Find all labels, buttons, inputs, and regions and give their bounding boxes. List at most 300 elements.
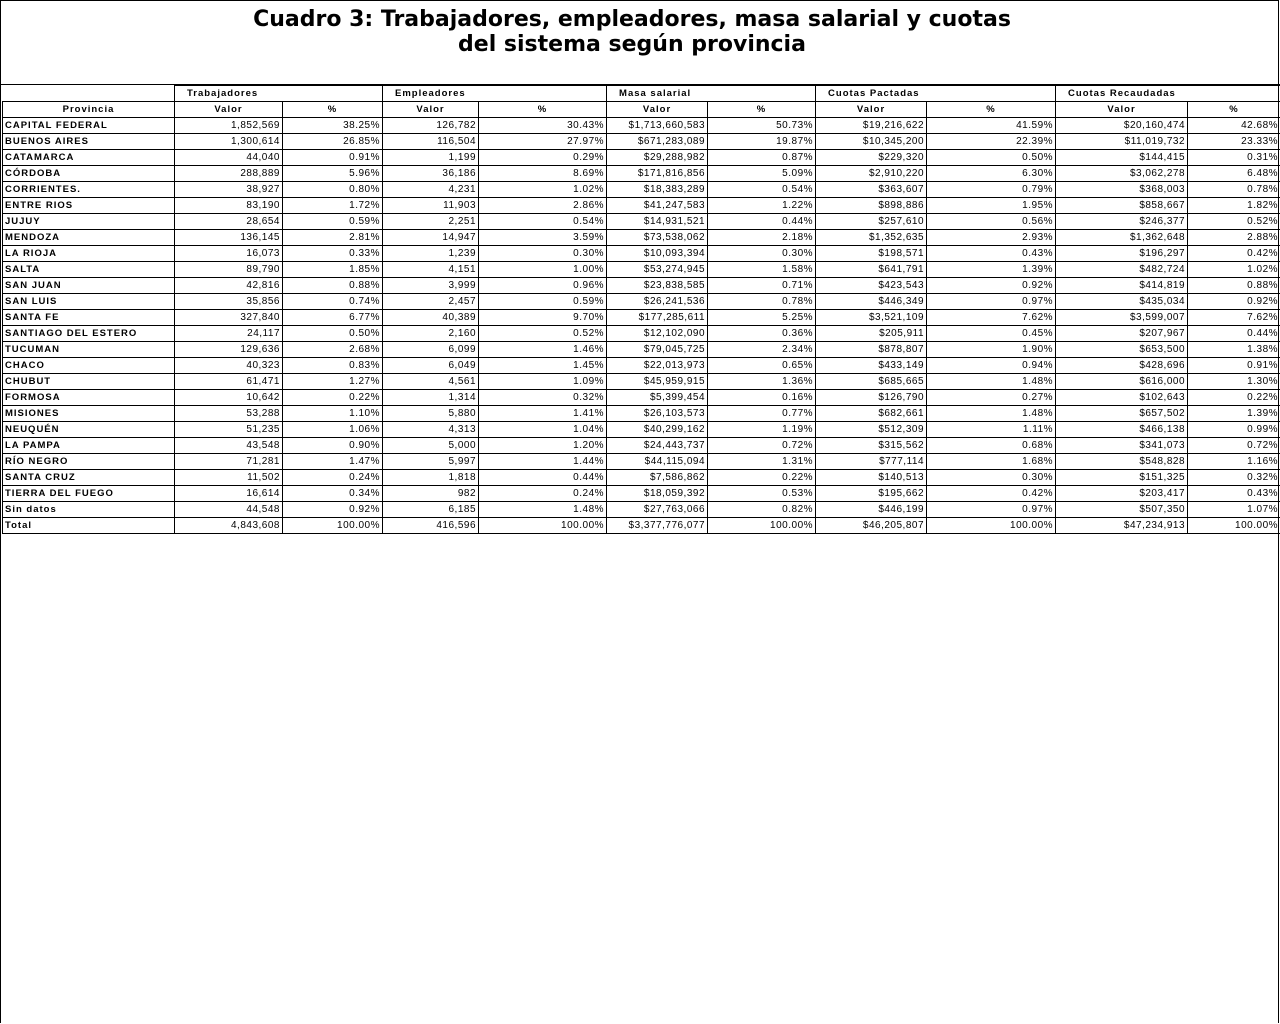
cell-empleadores-percent: 0.29% bbox=[479, 150, 607, 166]
table-row bbox=[3, 406, 1280, 422]
cell-empleadores-valor: 1,239 bbox=[383, 246, 479, 262]
table-row bbox=[3, 342, 1280, 358]
cell-cuotas-recaudadas-percent: 42.68% bbox=[1188, 118, 1280, 134]
cell-masa-salarial-valor: $29,288,982 bbox=[607, 150, 708, 166]
cell-cuotas-pactadas-percent: 1.11% bbox=[927, 422, 1056, 438]
group-header-empleadores: Empleadores bbox=[383, 86, 607, 102]
table-body bbox=[3, 118, 1280, 534]
table-row bbox=[3, 454, 1280, 470]
cell-trabajadores-percent: 0.22% bbox=[283, 390, 383, 406]
cell-masa-salarial-percent: 0.77% bbox=[708, 406, 816, 422]
cell-empleadores-valor: 5,880 bbox=[383, 406, 479, 422]
cell-cuotas-recaudadas-valor: $196,297 bbox=[1056, 246, 1188, 262]
cell-masa-salarial-percent: 0.36% bbox=[708, 326, 816, 342]
cell-masa-salarial-percent: 0.78% bbox=[708, 294, 816, 310]
cell-cuotas-recaudadas-percent: 23.33% bbox=[1188, 134, 1280, 150]
cell-provincia: CATAMARCA bbox=[3, 150, 175, 166]
cell-cuotas-pactadas-percent: 1.48% bbox=[927, 374, 1056, 390]
cell-trabajadores-percent: 1.47% bbox=[283, 454, 383, 470]
cell-trabajadores-valor: 288,889 bbox=[175, 166, 283, 182]
cell-cuotas-pactadas-valor: $898,886 bbox=[816, 198, 927, 214]
cell-masa-salarial-percent: 0.72% bbox=[708, 438, 816, 454]
cell-cuotas-pactadas-percent: 100.00% bbox=[927, 518, 1056, 534]
cell-cuotas-recaudadas-valor: $341,073 bbox=[1056, 438, 1188, 454]
group-header-empty bbox=[3, 86, 175, 102]
cell-cuotas-pactadas-percent: 0.79% bbox=[927, 182, 1056, 198]
cell-trabajadores-percent: 0.74% bbox=[283, 294, 383, 310]
column-header-provincia: Provincia bbox=[3, 102, 175, 118]
cell-trabajadores-percent: 1.27% bbox=[283, 374, 383, 390]
table-row bbox=[3, 438, 1280, 454]
table-row bbox=[3, 326, 1280, 342]
cell-cuotas-recaudadas-percent: 1.39% bbox=[1188, 406, 1280, 422]
cell-empleadores-valor: 6,049 bbox=[383, 358, 479, 374]
cell-cuotas-pactadas-valor: $126,790 bbox=[816, 390, 927, 406]
cell-provincia: CHUBUT bbox=[3, 374, 175, 390]
cell-cuotas-pactadas-percent: 7.62% bbox=[927, 310, 1056, 326]
cell-cuotas-pactadas-percent: 1.90% bbox=[927, 342, 1056, 358]
table-row bbox=[3, 262, 1280, 278]
cell-trabajadores-valor: 83,190 bbox=[175, 198, 283, 214]
cell-empleadores-valor: 4,561 bbox=[383, 374, 479, 390]
column-header-percent: % bbox=[283, 102, 383, 118]
cell-masa-salarial-percent: 0.53% bbox=[708, 486, 816, 502]
cell-masa-salarial-valor: $53,274,945 bbox=[607, 262, 708, 278]
cell-cuotas-recaudadas-percent: 0.43% bbox=[1188, 486, 1280, 502]
cell-cuotas-pactadas-valor: $685,665 bbox=[816, 374, 927, 390]
cell-trabajadores-percent: 0.34% bbox=[283, 486, 383, 502]
cell-provincia: TUCUMAN bbox=[3, 342, 175, 358]
cell-cuotas-recaudadas-valor: $207,967 bbox=[1056, 326, 1188, 342]
cell-cuotas-pactadas-percent: 0.56% bbox=[927, 214, 1056, 230]
cell-masa-salarial-valor: $45,959,915 bbox=[607, 374, 708, 390]
cell-empleadores-valor: 2,160 bbox=[383, 326, 479, 342]
cell-masa-salarial-percent: 5.09% bbox=[708, 166, 816, 182]
cell-cuotas-pactadas-percent: 0.97% bbox=[927, 502, 1056, 518]
table-row bbox=[3, 150, 1280, 166]
cell-cuotas-pactadas-valor: $257,610 bbox=[816, 214, 927, 230]
cell-trabajadores-percent: 1.85% bbox=[283, 262, 383, 278]
cell-empleadores-valor: 1,314 bbox=[383, 390, 479, 406]
cell-empleadores-valor: 4,313 bbox=[383, 422, 479, 438]
table-row bbox=[3, 422, 1280, 438]
cell-trabajadores-valor: 44,040 bbox=[175, 150, 283, 166]
cell-empleadores-valor: 3,999 bbox=[383, 278, 479, 294]
cell-empleadores-valor: 11,903 bbox=[383, 198, 479, 214]
cell-empleadores-valor: 14,947 bbox=[383, 230, 479, 246]
cell-empleadores-valor: 1,818 bbox=[383, 470, 479, 486]
cell-trabajadores-percent: 5.96% bbox=[283, 166, 383, 182]
title-line-2: del sistema según provincia bbox=[458, 32, 806, 57]
sub-header-row bbox=[3, 102, 1280, 118]
cell-cuotas-recaudadas-percent: 0.31% bbox=[1188, 150, 1280, 166]
cell-provincia: SANTA FE bbox=[3, 310, 175, 326]
cell-provincia: CÓRDOBA bbox=[3, 166, 175, 182]
cell-empleadores-percent: 0.44% bbox=[479, 470, 607, 486]
cell-provincia: FORMOSA bbox=[3, 390, 175, 406]
cell-masa-salarial-valor: $41,247,583 bbox=[607, 198, 708, 214]
cell-trabajadores-percent: 0.50% bbox=[283, 326, 383, 342]
table-row bbox=[3, 182, 1280, 198]
cell-empleadores-valor: 5,997 bbox=[383, 454, 479, 470]
table-row bbox=[3, 390, 1280, 406]
cell-cuotas-pactadas-percent: 6.30% bbox=[927, 166, 1056, 182]
cell-cuotas-recaudadas-percent: 0.99% bbox=[1188, 422, 1280, 438]
cell-cuotas-recaudadas-percent: 0.91% bbox=[1188, 358, 1280, 374]
group-header-cuotas-recaudadas: Cuotas Recaudadas bbox=[1056, 86, 1280, 102]
data-table bbox=[2, 85, 1280, 534]
cell-cuotas-recaudadas-percent: 1.30% bbox=[1188, 374, 1280, 390]
cell-provincia: CORRIENTES. bbox=[3, 182, 175, 198]
cell-empleadores-percent: 0.32% bbox=[479, 390, 607, 406]
cell-empleadores-percent: 1.04% bbox=[479, 422, 607, 438]
cell-masa-salarial-percent: 0.44% bbox=[708, 214, 816, 230]
page-title bbox=[1, 7, 1263, 57]
table-row bbox=[3, 134, 1280, 150]
cell-cuotas-pactadas-valor: $512,309 bbox=[816, 422, 927, 438]
cell-masa-salarial-valor: $27,763,066 bbox=[607, 502, 708, 518]
cell-trabajadores-valor: 327,840 bbox=[175, 310, 283, 326]
group-header-cuotas-pactadas: Cuotas Pactadas bbox=[816, 86, 1056, 102]
cell-empleadores-percent: 1.45% bbox=[479, 358, 607, 374]
cell-cuotas-pactadas-valor: $46,205,807 bbox=[816, 518, 927, 534]
cell-masa-salarial-valor: $44,115,094 bbox=[607, 454, 708, 470]
cell-cuotas-recaudadas-valor: $368,003 bbox=[1056, 182, 1188, 198]
cell-masa-salarial-valor: $18,059,392 bbox=[607, 486, 708, 502]
table-row bbox=[3, 214, 1280, 230]
cell-cuotas-recaudadas-valor: $3,599,007 bbox=[1056, 310, 1188, 326]
group-header-row bbox=[3, 86, 1280, 102]
cell-empleadores-percent: 1.00% bbox=[479, 262, 607, 278]
table-row bbox=[3, 278, 1280, 294]
cell-cuotas-recaudadas-valor: $466,138 bbox=[1056, 422, 1188, 438]
cell-provincia: MENDOZA bbox=[3, 230, 175, 246]
group-header-trabajadores: Trabajadores bbox=[175, 86, 383, 102]
cell-cuotas-recaudadas-percent: 1.02% bbox=[1188, 262, 1280, 278]
cell-trabajadores-percent: 2.68% bbox=[283, 342, 383, 358]
cell-empleadores-percent: 1.09% bbox=[479, 374, 607, 390]
cell-empleadores-percent: 8.69% bbox=[479, 166, 607, 182]
cell-cuotas-pactadas-valor: $878,807 bbox=[816, 342, 927, 358]
cell-cuotas-recaudadas-valor: $3,062,278 bbox=[1056, 166, 1188, 182]
cell-trabajadores-valor: 24,117 bbox=[175, 326, 283, 342]
cell-cuotas-recaudadas-valor: $428,696 bbox=[1056, 358, 1188, 374]
cell-empleadores-valor: 6,185 bbox=[383, 502, 479, 518]
cell-masa-salarial-valor: $12,102,090 bbox=[607, 326, 708, 342]
cell-cuotas-recaudadas-percent: 100.00% bbox=[1188, 518, 1280, 534]
cell-trabajadores-percent: 0.24% bbox=[283, 470, 383, 486]
cell-empleadores-percent: 27.97% bbox=[479, 134, 607, 150]
cell-masa-salarial-valor: $73,538,062 bbox=[607, 230, 708, 246]
cell-trabajadores-valor: 11,502 bbox=[175, 470, 283, 486]
cell-empleadores-percent: 0.30% bbox=[479, 246, 607, 262]
cell-empleadores-percent: 0.59% bbox=[479, 294, 607, 310]
cell-provincia: SAN JUAN bbox=[3, 278, 175, 294]
cell-trabajadores-valor: 89,790 bbox=[175, 262, 283, 278]
cell-empleadores-percent: 2.86% bbox=[479, 198, 607, 214]
cell-empleadores-valor: 416,596 bbox=[383, 518, 479, 534]
cell-cuotas-pactadas-percent: 22.39% bbox=[927, 134, 1056, 150]
cell-cuotas-recaudadas-percent: 0.44% bbox=[1188, 326, 1280, 342]
cell-cuotas-pactadas-percent: 2.93% bbox=[927, 230, 1056, 246]
cell-cuotas-recaudadas-percent: 0.78% bbox=[1188, 182, 1280, 198]
cell-empleadores-percent: 9.70% bbox=[479, 310, 607, 326]
cell-cuotas-recaudadas-percent: 0.52% bbox=[1188, 214, 1280, 230]
cell-masa-salarial-valor: $40,299,162 bbox=[607, 422, 708, 438]
cell-masa-salarial-percent: 1.31% bbox=[708, 454, 816, 470]
cell-empleadores-valor: 36,186 bbox=[383, 166, 479, 182]
cell-provincia: MISIONES bbox=[3, 406, 175, 422]
table-row bbox=[3, 310, 1280, 326]
cell-masa-salarial-valor: $177,285,611 bbox=[607, 310, 708, 326]
cell-cuotas-recaudadas-valor: $11,019,732 bbox=[1056, 134, 1188, 150]
cell-masa-salarial-valor: $18,383,289 bbox=[607, 182, 708, 198]
cell-trabajadores-percent: 0.59% bbox=[283, 214, 383, 230]
cell-provincia: RÍO NEGRO bbox=[3, 454, 175, 470]
cell-trabajadores-valor: 38,927 bbox=[175, 182, 283, 198]
cell-cuotas-pactadas-valor: $1,352,635 bbox=[816, 230, 927, 246]
cell-cuotas-pactadas-valor: $205,911 bbox=[816, 326, 927, 342]
cell-empleadores-percent: 0.54% bbox=[479, 214, 607, 230]
cell-trabajadores-percent: 0.90% bbox=[283, 438, 383, 454]
cell-trabajadores-valor: 28,654 bbox=[175, 214, 283, 230]
column-header-valor: Valor bbox=[175, 102, 283, 118]
cell-provincia: Sin datos bbox=[3, 502, 175, 518]
cell-empleadores-valor: 126,782 bbox=[383, 118, 479, 134]
cell-trabajadores-percent: 0.80% bbox=[283, 182, 383, 198]
cell-empleadores-percent: 0.96% bbox=[479, 278, 607, 294]
cell-masa-salarial-percent: 0.87% bbox=[708, 150, 816, 166]
table-row bbox=[3, 230, 1280, 246]
table-row bbox=[3, 486, 1280, 502]
table-row bbox=[3, 294, 1280, 310]
cell-cuotas-recaudadas-valor: $20,160,474 bbox=[1056, 118, 1188, 134]
cell-trabajadores-percent: 1.72% bbox=[283, 198, 383, 214]
cell-masa-salarial-percent: 2.18% bbox=[708, 230, 816, 246]
cell-masa-salarial-valor: $1,713,660,583 bbox=[607, 118, 708, 134]
cell-masa-salarial-valor: $26,241,536 bbox=[607, 294, 708, 310]
cell-cuotas-pactadas-valor: $446,199 bbox=[816, 502, 927, 518]
cell-cuotas-pactadas-percent: 0.50% bbox=[927, 150, 1056, 166]
cell-cuotas-recaudadas-percent: 0.32% bbox=[1188, 470, 1280, 486]
cell-trabajadores-percent: 0.83% bbox=[283, 358, 383, 374]
table-row bbox=[3, 118, 1280, 134]
cell-empleadores-valor: 6,099 bbox=[383, 342, 479, 358]
cell-provincia: SALTA bbox=[3, 262, 175, 278]
cell-cuotas-recaudadas-valor: $1,362,648 bbox=[1056, 230, 1188, 246]
cell-cuotas-pactadas-valor: $641,791 bbox=[816, 262, 927, 278]
cell-cuotas-pactadas-percent: 1.39% bbox=[927, 262, 1056, 278]
cell-trabajadores-valor: 1,300,614 bbox=[175, 134, 283, 150]
cell-empleadores-valor: 40,389 bbox=[383, 310, 479, 326]
cell-trabajadores-valor: 44,548 bbox=[175, 502, 283, 518]
cell-cuotas-recaudadas-valor: $414,819 bbox=[1056, 278, 1188, 294]
cell-cuotas-pactadas-valor: $363,607 bbox=[816, 182, 927, 198]
cell-empleadores-percent: 1.44% bbox=[479, 454, 607, 470]
cell-masa-salarial-percent: 1.58% bbox=[708, 262, 816, 278]
cell-trabajadores-valor: 53,288 bbox=[175, 406, 283, 422]
cell-cuotas-recaudadas-valor: $151,325 bbox=[1056, 470, 1188, 486]
cell-cuotas-pactadas-valor: $195,662 bbox=[816, 486, 927, 502]
cell-masa-salarial-percent: 0.71% bbox=[708, 278, 816, 294]
column-header-valor: Valor bbox=[383, 102, 479, 118]
cell-empleadores-valor: 2,457 bbox=[383, 294, 479, 310]
cell-masa-salarial-valor: $671,283,089 bbox=[607, 134, 708, 150]
cell-cuotas-recaudadas-percent: 0.92% bbox=[1188, 294, 1280, 310]
cell-trabajadores-percent: 100.00% bbox=[283, 518, 383, 534]
cell-masa-salarial-percent: 19.87% bbox=[708, 134, 816, 150]
cell-masa-salarial-valor: $3,377,776,077 bbox=[607, 518, 708, 534]
cell-trabajadores-valor: 16,073 bbox=[175, 246, 283, 262]
cell-masa-salarial-valor: $10,093,394 bbox=[607, 246, 708, 262]
column-header-percent: % bbox=[927, 102, 1056, 118]
cell-provincia: JUJUY bbox=[3, 214, 175, 230]
table-row bbox=[3, 358, 1280, 374]
cell-cuotas-recaudadas-valor: $144,415 bbox=[1056, 150, 1188, 166]
cell-cuotas-recaudadas-valor: $507,350 bbox=[1056, 502, 1188, 518]
cell-provincia: CAPITAL FEDERAL bbox=[3, 118, 175, 134]
cell-trabajadores-percent: 0.91% bbox=[283, 150, 383, 166]
cell-masa-salarial-percent: 2.34% bbox=[708, 342, 816, 358]
cell-cuotas-recaudadas-percent: 1.07% bbox=[1188, 502, 1280, 518]
cell-empleadores-percent: 1.41% bbox=[479, 406, 607, 422]
cell-cuotas-recaudadas-percent: 1.16% bbox=[1188, 454, 1280, 470]
cell-cuotas-recaudadas-valor: $246,377 bbox=[1056, 214, 1188, 230]
cell-masa-salarial-percent: 0.30% bbox=[708, 246, 816, 262]
cell-masa-salarial-percent: 5.25% bbox=[708, 310, 816, 326]
cell-empleadores-percent: 3.59% bbox=[479, 230, 607, 246]
cell-trabajadores-percent: 0.92% bbox=[283, 502, 383, 518]
cell-trabajadores-percent: 1.06% bbox=[283, 422, 383, 438]
cell-provincia: SANTA CRUZ bbox=[3, 470, 175, 486]
cell-trabajadores-percent: 26.85% bbox=[283, 134, 383, 150]
cell-masa-salarial-valor: $14,931,521 bbox=[607, 214, 708, 230]
cell-cuotas-recaudadas-percent: 0.88% bbox=[1188, 278, 1280, 294]
cell-cuotas-pactadas-percent: 0.42% bbox=[927, 486, 1056, 502]
cell-cuotas-pactadas-valor: $3,521,109 bbox=[816, 310, 927, 326]
table-row bbox=[3, 374, 1280, 390]
cell-cuotas-recaudadas-percent: 1.38% bbox=[1188, 342, 1280, 358]
cell-masa-salarial-percent: 1.22% bbox=[708, 198, 816, 214]
cell-cuotas-pactadas-percent: 0.94% bbox=[927, 358, 1056, 374]
cell-empleadores-percent: 1.20% bbox=[479, 438, 607, 454]
cell-masa-salarial-valor: $22,013,973 bbox=[607, 358, 708, 374]
cell-cuotas-recaudadas-valor: $203,417 bbox=[1056, 486, 1188, 502]
cell-trabajadores-percent: 38.25% bbox=[283, 118, 383, 134]
cell-trabajadores-valor: 10,642 bbox=[175, 390, 283, 406]
cell-cuotas-recaudadas-percent: 6.48% bbox=[1188, 166, 1280, 182]
cell-masa-salarial-percent: 0.16% bbox=[708, 390, 816, 406]
cell-empleadores-valor: 4,231 bbox=[383, 182, 479, 198]
cell-masa-salarial-percent: 0.82% bbox=[708, 502, 816, 518]
cell-masa-salarial-valor: $5,399,454 bbox=[607, 390, 708, 406]
cell-cuotas-recaudadas-valor: $653,500 bbox=[1056, 342, 1188, 358]
column-header-valor: Valor bbox=[816, 102, 927, 118]
cell-cuotas-pactadas-percent: 0.43% bbox=[927, 246, 1056, 262]
cell-provincia: CHACO bbox=[3, 358, 175, 374]
cell-cuotas-pactadas-valor: $140,513 bbox=[816, 470, 927, 486]
cell-empleadores-valor: 1,199 bbox=[383, 150, 479, 166]
cell-cuotas-pactadas-valor: $19,216,622 bbox=[816, 118, 927, 134]
cell-empleadores-valor: 4,151 bbox=[383, 262, 479, 278]
cell-cuotas-pactadas-valor: $446,349 bbox=[816, 294, 927, 310]
cell-cuotas-pactadas-percent: 0.68% bbox=[927, 438, 1056, 454]
column-header-valor: Valor bbox=[1056, 102, 1188, 118]
cell-empleadores-percent: 0.24% bbox=[479, 486, 607, 502]
cell-provincia: Total bbox=[3, 518, 175, 534]
cell-empleadores-valor: 2,251 bbox=[383, 214, 479, 230]
column-header-percent: % bbox=[479, 102, 607, 118]
cell-masa-salarial-valor: $79,045,725 bbox=[607, 342, 708, 358]
cell-masa-salarial-valor: $24,443,737 bbox=[607, 438, 708, 454]
cell-provincia: TIERRA DEL FUEGO bbox=[3, 486, 175, 502]
cell-trabajadores-percent: 6.77% bbox=[283, 310, 383, 326]
cell-empleadores-percent: 30.43% bbox=[479, 118, 607, 134]
cell-cuotas-pactadas-percent: 0.27% bbox=[927, 390, 1056, 406]
cell-cuotas-recaudadas-percent: 7.62% bbox=[1188, 310, 1280, 326]
cell-cuotas-recaudadas-valor: $102,643 bbox=[1056, 390, 1188, 406]
group-header-masa-salarial: Masa salarial bbox=[607, 86, 816, 102]
cell-provincia: LA RIOJA bbox=[3, 246, 175, 262]
cell-provincia: SANTIAGO DEL ESTERO bbox=[3, 326, 175, 342]
cell-cuotas-pactadas-valor: $433,149 bbox=[816, 358, 927, 374]
cell-trabajadores-valor: 136,145 bbox=[175, 230, 283, 246]
cell-trabajadores-valor: 16,614 bbox=[175, 486, 283, 502]
cell-cuotas-recaudadas-valor: $657,502 bbox=[1056, 406, 1188, 422]
cell-trabajadores-valor: 51,235 bbox=[175, 422, 283, 438]
cell-cuotas-pactadas-percent: 0.45% bbox=[927, 326, 1056, 342]
cell-masa-salarial-valor: $26,103,573 bbox=[607, 406, 708, 422]
cell-trabajadores-percent: 2.81% bbox=[283, 230, 383, 246]
cell-empleadores-percent: 1.48% bbox=[479, 502, 607, 518]
cell-cuotas-pactadas-percent: 1.95% bbox=[927, 198, 1056, 214]
cell-cuotas-pactadas-valor: $315,562 bbox=[816, 438, 927, 454]
cell-cuotas-recaudadas-percent: 0.72% bbox=[1188, 438, 1280, 454]
cell-masa-salarial-valor: $171,816,856 bbox=[607, 166, 708, 182]
cell-empleadores-percent: 0.52% bbox=[479, 326, 607, 342]
cell-cuotas-pactadas-percent: 1.68% bbox=[927, 454, 1056, 470]
cell-empleadores-valor: 116,504 bbox=[383, 134, 479, 150]
column-header-valor: Valor bbox=[607, 102, 708, 118]
cell-trabajadores-valor: 61,471 bbox=[175, 374, 283, 390]
table-row bbox=[3, 502, 1280, 518]
cell-cuotas-recaudadas-percent: 0.42% bbox=[1188, 246, 1280, 262]
cell-cuotas-pactadas-percent: 0.92% bbox=[927, 278, 1056, 294]
cell-trabajadores-valor: 35,856 bbox=[175, 294, 283, 310]
cell-cuotas-recaudadas-valor: $858,667 bbox=[1056, 198, 1188, 214]
cell-masa-salarial-percent: 0.65% bbox=[708, 358, 816, 374]
cell-empleadores-percent: 1.46% bbox=[479, 342, 607, 358]
cell-trabajadores-valor: 4,843,608 bbox=[175, 518, 283, 534]
cell-trabajadores-percent: 0.88% bbox=[283, 278, 383, 294]
cell-masa-salarial-percent: 1.36% bbox=[708, 374, 816, 390]
cell-cuotas-pactadas-percent: 0.97% bbox=[927, 294, 1056, 310]
cell-cuotas-pactadas-valor: $229,320 bbox=[816, 150, 927, 166]
cell-cuotas-pactadas-valor: $10,345,200 bbox=[816, 134, 927, 150]
cell-trabajadores-valor: 40,323 bbox=[175, 358, 283, 374]
cell-empleadores-valor: 5,000 bbox=[383, 438, 479, 454]
table-row bbox=[3, 166, 1280, 182]
title-line-1: Cuadro 3: Trabajadores, empleadores, masa salarial y cuotas bbox=[253, 7, 1011, 32]
cell-cuotas-pactadas-valor: $423,543 bbox=[816, 278, 927, 294]
cell-empleadores-valor: 982 bbox=[383, 486, 479, 502]
cell-cuotas-recaudadas-percent: 0.22% bbox=[1188, 390, 1280, 406]
cell-trabajadores-percent: 1.10% bbox=[283, 406, 383, 422]
cell-cuotas-recaudadas-valor: $435,034 bbox=[1056, 294, 1188, 310]
cell-provincia: LA PAMPA bbox=[3, 438, 175, 454]
table-row bbox=[3, 198, 1280, 214]
cell-masa-salarial-percent: 0.22% bbox=[708, 470, 816, 486]
